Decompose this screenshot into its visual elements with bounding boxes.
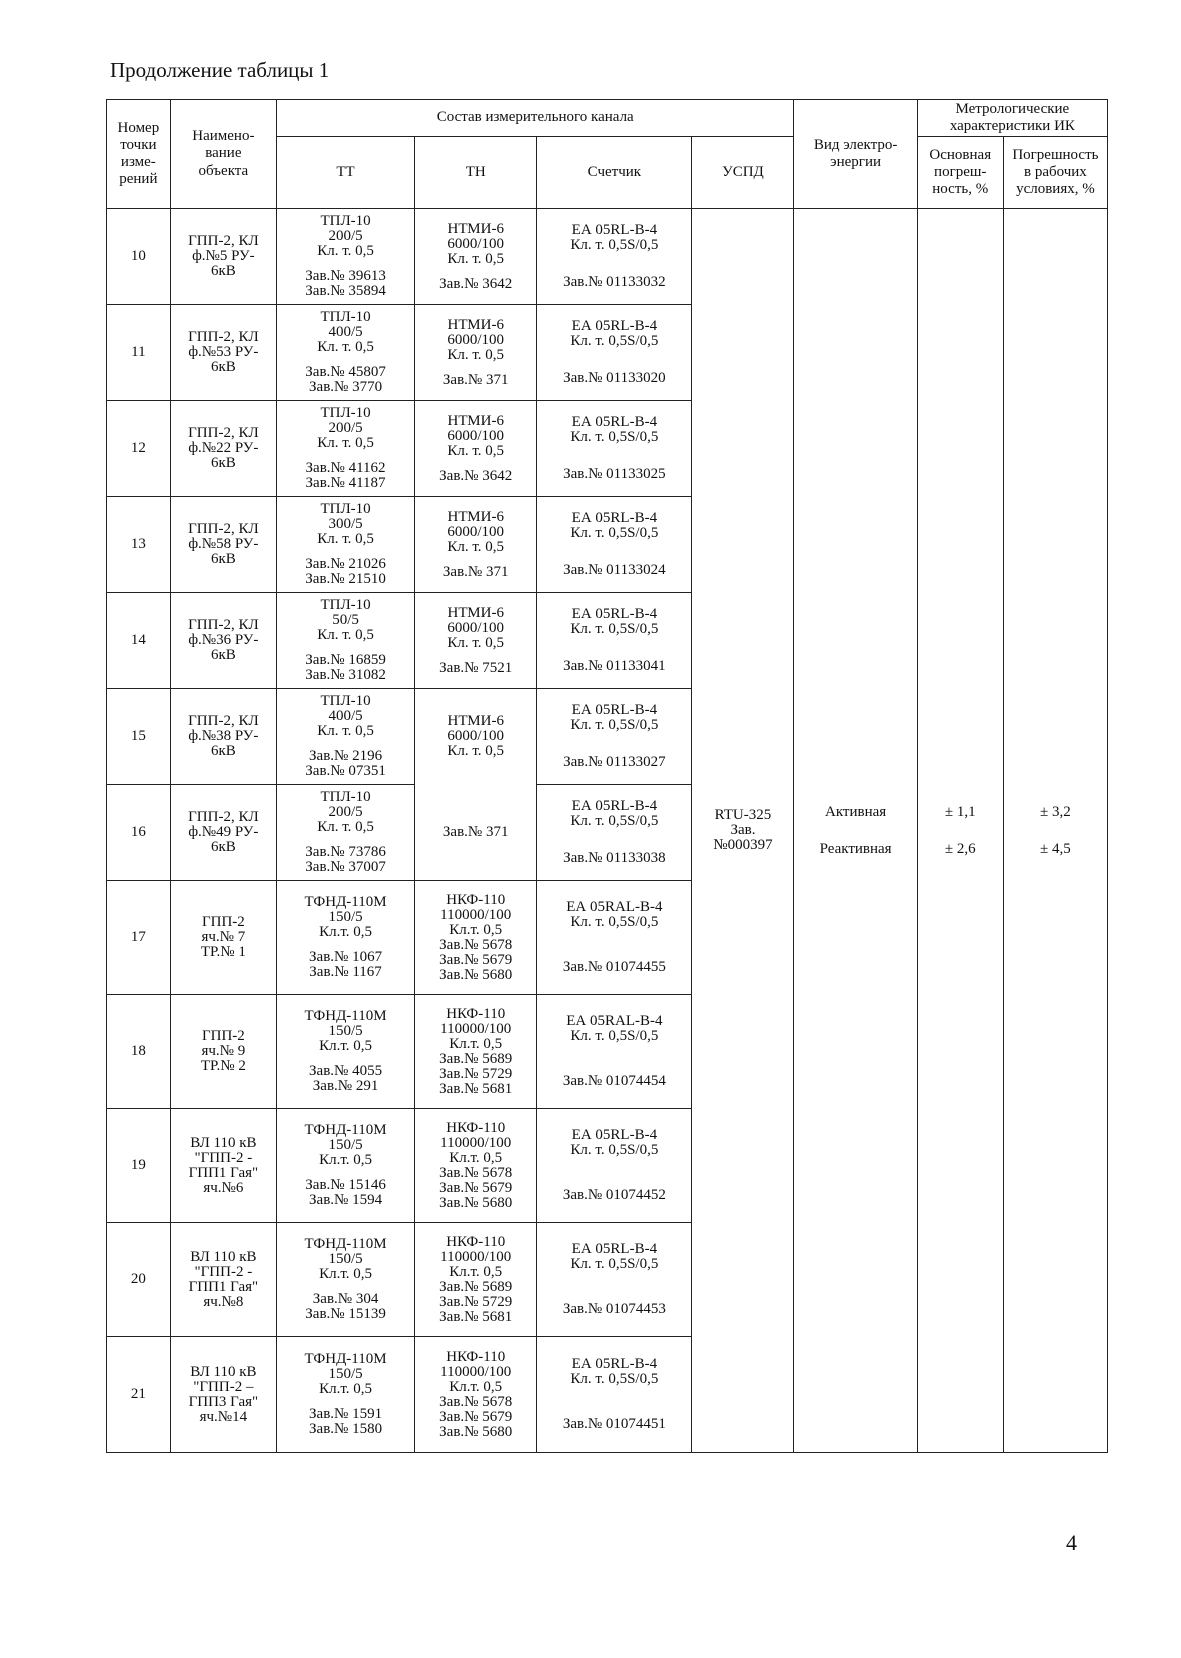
tt-cell: ТПЛ-10 400/5 Кл. т. 0,5 Зав.№ 45807 Зав.№ 3770 — [277, 305, 415, 401]
tn-cell: НТМИ-6 6000/100 Кл. т. 0,5 Зав.№ 371 — [415, 305, 537, 401]
tn-cell: НКФ-110 110000/100 Кл.т. 0,5 Зав.№ 5689 Зав.№ 5729 Зав.№ 5681 — [415, 995, 537, 1109]
tn-cell: НТМИ-6 6000/100 Кл. т. 0,5 Зав.№ 371 — [415, 497, 537, 593]
table-body — [107, 209, 1108, 1453]
meter-cell: ЕА 05RL-В-4 Кл. т. 0,5S/0,5 Зав.№ 01133024 — [537, 497, 692, 593]
object-name: ГПП-2, КЛ ф.№36 РУ- 6кВ — [170, 593, 276, 689]
meter-cell: ЕА 05RL-В-4 Кл. т. 0,5S/0,5 Зав.№ 01074451 — [537, 1337, 692, 1453]
header-meter: Счетчик — [537, 137, 692, 209]
meter-cell: ЕА 05RL-В-4 Кл. т. 0,5S/0,5 Зав.№ 01133032 — [537, 209, 692, 305]
object-name: ГПП-2, КЛ ф.№38 РУ- 6кВ — [170, 689, 276, 785]
object-name: ВЛ 110 кВ "ГПП-2 – ГПП3 Гая" яч.№14 — [170, 1337, 276, 1453]
header-channel-composition: Состав измерительного канала — [277, 100, 794, 137]
meter-cell: ЕА 05RL-В-4 Кл. т. 0,5S/0,5 Зав.№ 01133020 — [537, 305, 692, 401]
meter-cell: ЕА 05RL-В-4 Кл. т. 0,5S/0,5 Зав.№ 01074453 — [537, 1223, 692, 1337]
header-working-error: Погрешность в рабочих условиях, % — [1003, 137, 1107, 209]
row-number: 15 — [107, 689, 171, 785]
object-name: ГПП-2, КЛ ф.№58 РУ- 6кВ — [170, 497, 276, 593]
tt-cell: ТФНД-110М 150/5 Кл.т. 0,5 Зав.№ 4055 Зав.№ 291 — [277, 995, 415, 1109]
row-number: 12 — [107, 401, 171, 497]
meter-cell: ЕА 05RAL-В-4 Кл. т. 0,5S/0,5 Зав.№ 01074454 — [537, 995, 692, 1109]
header-tt: ТТ — [277, 137, 415, 209]
header-point-number: Номер точки изме- рений — [107, 100, 171, 209]
tt-cell: ТПЛ-10 50/5 Кл. т. 0,5 Зав.№ 16859 Зав.№ 31082 — [277, 593, 415, 689]
row-number: 20 — [107, 1223, 171, 1337]
page-number: 4 — [1066, 1530, 1077, 1555]
table-row — [107, 209, 1108, 305]
row-number: 14 — [107, 593, 171, 689]
header-tn: ТН — [415, 137, 537, 209]
meter-cell: ЕА 05RL-В-4 Кл. т. 0,5S/0,5 Зав.№ 01133038 — [537, 785, 692, 881]
header-basic-error: Основная погреш- ность, % — [917, 137, 1003, 209]
tn-cell: НТМИ-6 6000/100 Кл. т. 0,5 Зав.№ 3642 — [415, 209, 537, 305]
tn-cell: НТМИ-6 6000/100 Кл. т. 0,5 Зав.№ 7521 — [415, 593, 537, 689]
object-name: ГПП-2, КЛ ф.№53 РУ- 6кВ — [170, 305, 276, 401]
row-number: 13 — [107, 497, 171, 593]
tt-cell: ТФНД-110М 150/5 Кл.т. 0,5 Зав.№ 1067 Зав.№ 1167 — [277, 881, 415, 995]
energy-type-cell: Активная Реактивная — [794, 209, 917, 1453]
header-object-name: Наимено- вание объекта — [170, 100, 276, 209]
basic-error-cell: ± 1,1 ± 2,6 — [917, 209, 1003, 1453]
tn-cell: НКФ-110 110000/100 Кл.т. 0,5 Зав.№ 5678 Зав.№ 5679 Зав.№ 5680 — [415, 1109, 537, 1223]
row-number: 10 — [107, 209, 171, 305]
object-name: ГПП-2 яч.№ 7 ТР.№ 1 — [170, 881, 276, 995]
object-name: ГПП-2, КЛ ф.№5 РУ- 6кВ — [170, 209, 276, 305]
meter-cell: ЕА 05RL-В-4 Кл. т. 0,5S/0,5 Зав.№ 01074452 — [537, 1109, 692, 1223]
tn-cell: НКФ-110 110000/100 Кл.т. 0,5 Зав.№ 5678 Зав.№ 5679 Зав.№ 5680 — [415, 1337, 537, 1453]
tt-cell: ТПЛ-10 200/5 Кл. т. 0,5 Зав.№ 41162 Зав.№ 41187 — [277, 401, 415, 497]
row-number: 16 — [107, 785, 171, 881]
tt-cell: ТФНД-110М 150/5 Кл.т. 0,5 Зав.№ 304 Зав.№ 15139 — [277, 1223, 415, 1337]
tt-cell: ТПЛ-10 200/5 Кл. т. 0,5 Зав.№ 73786 Зав.№ 37007 — [277, 785, 415, 881]
row-number: 19 — [107, 1109, 171, 1223]
tt-cell: ТПЛ-10 400/5 Кл. т. 0,5 Зав.№ 2196 Зав.№ 07351 — [277, 689, 415, 785]
row-number: 21 — [107, 1337, 171, 1453]
row-number: 18 — [107, 995, 171, 1109]
meter-cell: ЕА 05RAL-В-4 Кл. т. 0,5S/0,5 Зав.№ 01074455 — [537, 881, 692, 995]
tt-cell: ТФНД-110М 150/5 Кл.т. 0,5 Зав.№ 1591 Зав.№ 1580 — [277, 1337, 415, 1453]
tn-cell: Зав.№ 371 — [415, 785, 537, 881]
meter-cell: ЕА 05RL-В-4 Кл. т. 0,5S/0,5 Зав.№ 01133027 — [537, 689, 692, 785]
object-name: ГПП-2, КЛ ф.№49 РУ- 6кВ — [170, 785, 276, 881]
header-uspd: УСПД — [692, 137, 794, 209]
uspd-cell: RTU-325 Зав. №000397 — [692, 209, 794, 1453]
tn-cell: НТМИ-6 6000/100 Кл. т. 0,5 — [415, 689, 537, 785]
object-name: ГПП-2 яч.№ 9 ТР.№ 2 — [170, 995, 276, 1109]
meter-cell: ЕА 05RL-В-4 Кл. т. 0,5S/0,5 Зав.№ 01133025 — [537, 401, 692, 497]
object-name: ВЛ 110 кВ "ГПП-2 - ГПП1 Гая" яч.№6 — [170, 1109, 276, 1223]
object-name: ВЛ 110 кВ "ГПП-2 - ГПП1 Гая" яч.№8 — [170, 1223, 276, 1337]
object-name: ГПП-2, КЛ ф.№22 РУ- 6кВ — [170, 401, 276, 497]
tn-cell: НКФ-110 110000/100 Кл.т. 0,5 Зав.№ 5689 Зав.№ 5729 Зав.№ 5681 — [415, 1223, 537, 1337]
header-metrological: Метрологические характеристики ИК — [917, 100, 1107, 137]
tn-cell: НКФ-110 110000/100 Кл.т. 0,5 Зав.№ 5678 Зав.№ 5679 Зав.№ 5680 — [415, 881, 537, 995]
row-number: 17 — [107, 881, 171, 995]
measurement-channels-table — [106, 99, 1108, 1453]
tn-cell: НТМИ-6 6000/100 Кл. т. 0,5 Зав.№ 3642 — [415, 401, 537, 497]
tt-cell: ТФНД-110М 150/5 Кл.т. 0,5 Зав.№ 15146 Зав.№ 1594 — [277, 1109, 415, 1223]
meter-cell: ЕА 05RL-В-4 Кл. т. 0,5S/0,5 Зав.№ 01133041 — [537, 593, 692, 689]
page-title: Продолжение таблицы 1 — [110, 58, 330, 82]
header-energy-type: Вид электро- энергии — [794, 100, 917, 209]
row-number: 11 — [107, 305, 171, 401]
tt-cell: ТПЛ-10 200/5 Кл. т. 0,5 Зав.№ 39613 Зав.№ 35894 — [277, 209, 415, 305]
working-error-cell: ± 3,2 ± 4,5 — [1003, 209, 1107, 1453]
tt-cell: ТПЛ-10 300/5 Кл. т. 0,5 Зав.№ 21026 Зав.№ 21510 — [277, 497, 415, 593]
